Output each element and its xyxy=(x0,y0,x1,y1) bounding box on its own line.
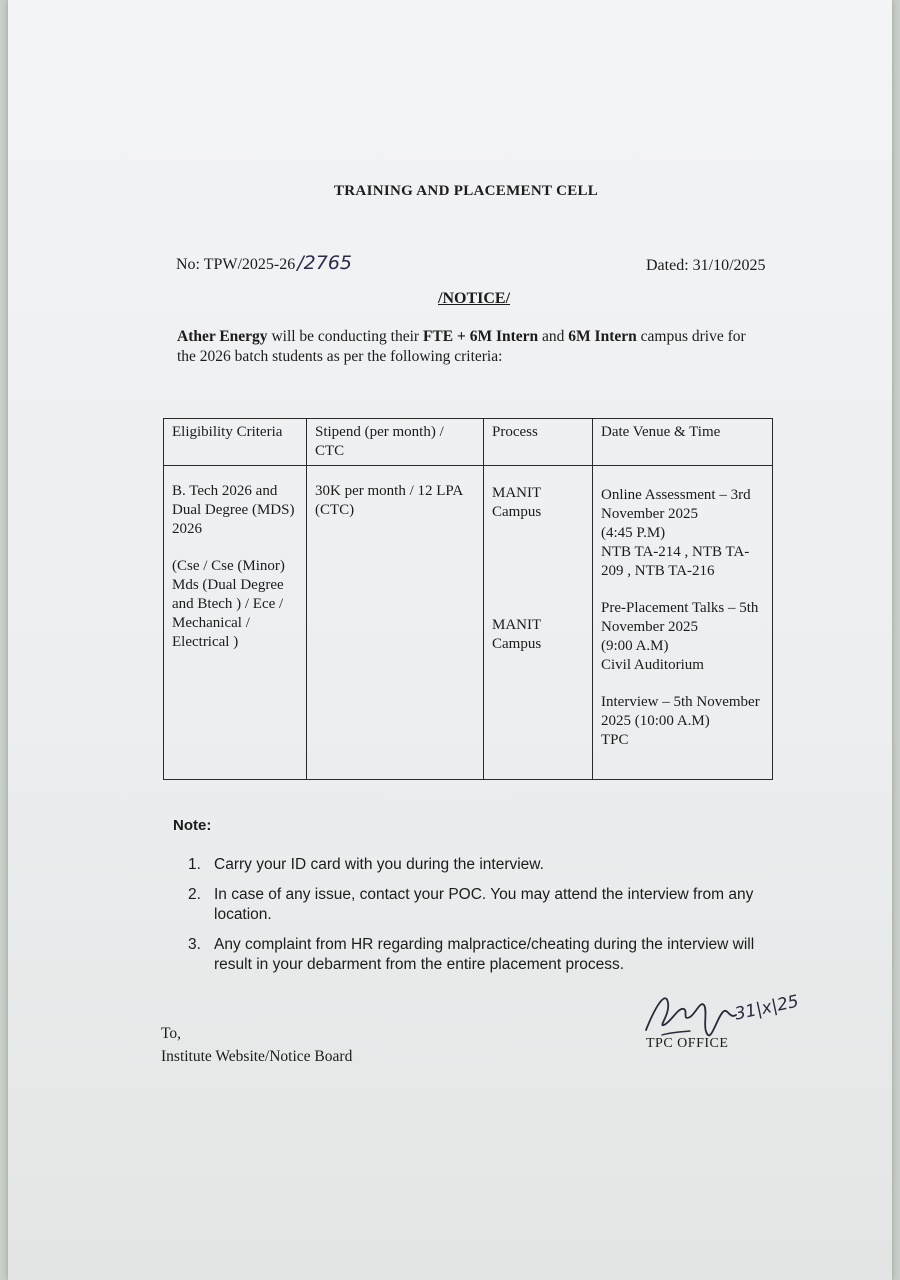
office-stamp: TPC OFFICE xyxy=(646,1036,729,1051)
eligibility-branches: (Cse / Cse (Minor) Mds (Dual Degree and Btech ) / Ece / Mechanical / Electrical ) xyxy=(172,558,285,650)
process-assessment: MANIT Campus xyxy=(492,485,542,520)
page-header: TRAINING AND PLACEMENT CELL xyxy=(334,183,599,199)
company-name: Ather Energy xyxy=(177,328,268,345)
assessment-venue: NTB TA-214 , NTB TA-209 , NTB TA-216 xyxy=(601,544,750,579)
criteria-table xyxy=(163,418,773,780)
role-fte: FTE + 6M Intern xyxy=(422,328,539,345)
signature-date: 31|x|25 xyxy=(733,991,801,1025)
notice-page xyxy=(8,0,892,1280)
intro-text-1: will be conducting their xyxy=(267,328,423,345)
assessment-time: (4:45 P.M) xyxy=(601,525,666,541)
intro-text-3: campus drive for the 2026 batch students as per the following criteria: xyxy=(177,328,746,365)
table-header-row xyxy=(164,419,773,466)
reference-number xyxy=(176,252,352,274)
talks-venue: Civil Auditorium xyxy=(601,657,704,673)
list-item: 3. Any complaint from HR regarding malpractice/cheating during the interview will result in your debarment from the entire placement process. xyxy=(188,936,755,973)
notice-title: /NOTICE/ xyxy=(438,290,511,307)
assessment-title: Online Assessment – 3rd November 2025 xyxy=(601,487,751,522)
eligibility-batch: B. Tech 2026 and Dual Degree (MDS) 2026 xyxy=(172,483,295,537)
handwritten-number: /2765 xyxy=(297,252,353,274)
note-list xyxy=(188,855,778,985)
column-header: Eligibility Criteria xyxy=(164,419,307,466)
reference-prefix: No: TPW/2025-26 xyxy=(176,256,296,273)
recipient-name: Institute Website/Notice Board xyxy=(161,1048,353,1065)
stipend-value: 30K per month / 12 LPA (CTC) xyxy=(315,483,463,518)
schedule-cell xyxy=(593,466,773,780)
table-row xyxy=(164,466,773,780)
stipend-cell xyxy=(307,466,484,780)
role-intern: 6M Intern xyxy=(568,328,637,345)
eligibility-cell xyxy=(164,466,307,780)
list-item: 2. In case of any issue, contact your POC. You may attend the interview from any location. xyxy=(188,886,754,923)
interview-venue: TPC xyxy=(601,732,629,748)
column-header: Date Venue & Time xyxy=(593,419,773,466)
notice-date: Dated: 31/10/2025 xyxy=(646,257,766,274)
talks-time: (9:00 A.M) xyxy=(601,638,669,654)
column-header: Process xyxy=(484,419,593,466)
note-label: Note: xyxy=(173,817,212,834)
intro-paragraph xyxy=(177,327,757,367)
intro-text-2: and xyxy=(538,328,569,345)
interview-title: Interview – 5th November 2025 (10:00 A.M) xyxy=(601,694,760,729)
process-talks: MANIT Campus xyxy=(492,617,542,652)
column-header: Stipend (per month) / CTC xyxy=(307,419,484,466)
process-cell xyxy=(484,466,593,780)
recipient-to: To, xyxy=(161,1025,182,1042)
list-item: 1. Carry your ID card with you during the interview. xyxy=(188,856,544,873)
talks-title: Pre-Placement Talks – 5th November 2025 xyxy=(601,600,759,635)
